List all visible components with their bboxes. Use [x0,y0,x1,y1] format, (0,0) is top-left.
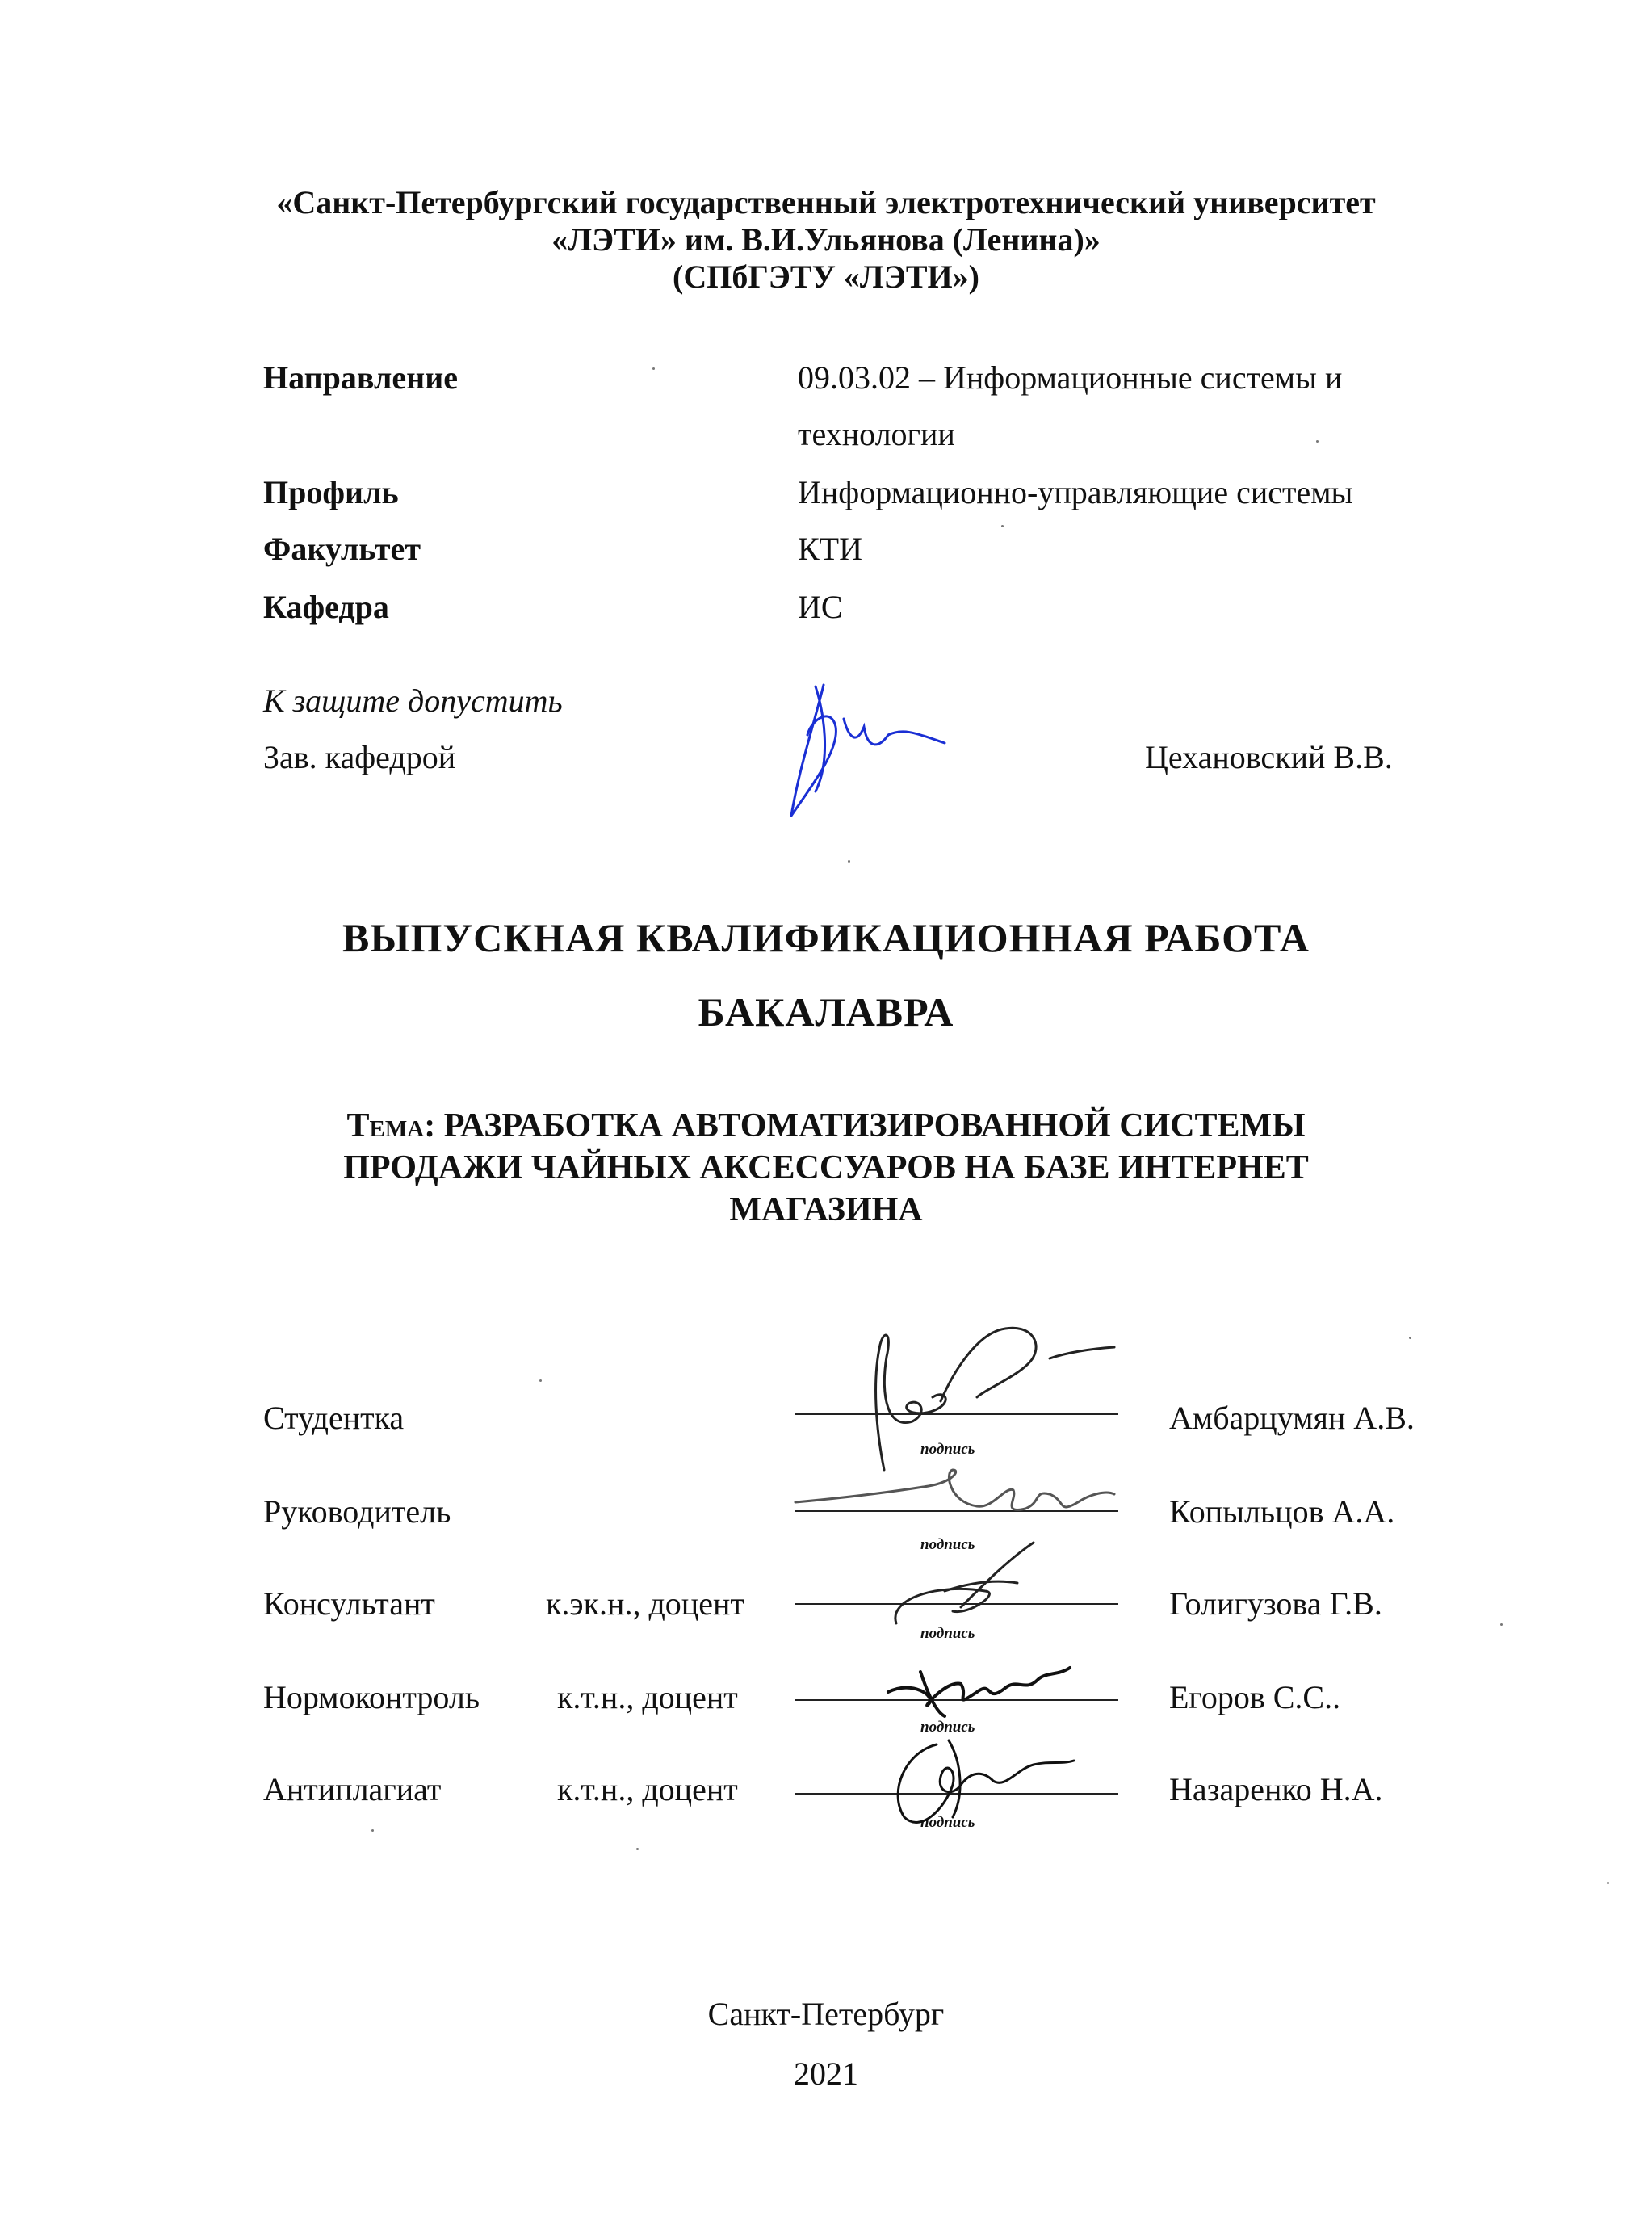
direction-value-1: 09.03.02 – Информационные системы и [798,359,1343,396]
head-signature [767,670,953,832]
work-title-line-2: БАКАЛАВРА [698,989,954,1035]
scan-speck [539,1379,542,1382]
signature-caption: подпись [920,1814,975,1831]
faculty-label: Факультет [263,531,421,567]
signatory-degree: к.т.н., доцент [557,1771,738,1807]
signatory-name: Копыльцов А.А. [1169,1493,1395,1530]
signatory-name: Назаренко Н.А. [1169,1771,1383,1807]
theme-line-2: ПРОДАЖИ ЧАЙНЫХ АКСЕССУАРОВ НА БАЗЕ ИНТЕРНЕТ [343,1149,1309,1186]
approval-role: Зав. кафедрой [263,739,456,775]
signatory-name: Голигузова Г.В. [1169,1585,1382,1622]
antiplagiarism-signature [872,1728,1082,1833]
signatory-degree: к.т.н., доцент [557,1679,738,1715]
faculty-value: КТИ [798,531,862,567]
department-label: Кафедра [263,589,389,625]
theme-line-1 [0,1106,1652,1145]
consultant-signature [872,1535,1082,1640]
scan-speck [1409,1337,1411,1339]
footer-city: Санкт-Петербург [707,1996,945,2032]
scan-speck [636,1848,639,1850]
theme-prefix: Тема: [346,1107,436,1144]
scan-speck [1001,525,1004,527]
scan-speck [1500,1623,1503,1626]
signatory-name: Амбарцумян А.В. [1169,1400,1415,1436]
signatory-role: Консультант [263,1585,435,1622]
scan-speck [371,1829,374,1832]
approval-name: Цехановский В.В. [1145,739,1393,775]
supervisor-signature [791,1454,1130,1543]
approval-heading: К защите допустить [263,682,563,719]
scan-speck [848,860,850,863]
university-line-3: (СПбГЭТУ «ЛЭТИ») [673,258,979,295]
profile-label: Профиль [263,474,399,510]
profile-value: Информационно-управляющие системы [798,474,1353,510]
scan-speck [1607,1882,1609,1884]
direction-value-2: технологии [798,416,955,452]
signatory-role: Нормоконтроль [263,1679,480,1715]
university-line-2: «ЛЭТИ» им. В.И.Ульянова (Ленина)» [551,221,1101,258]
department-value: ИС [798,589,843,625]
theme-line-3: МАГАЗИНА [729,1191,923,1228]
normcontrol-signature [872,1648,1082,1728]
signatory-degree: к.эк.н., доцент [546,1585,744,1622]
signature-caption: подпись [920,1625,975,1642]
direction-label: Направление [263,359,458,396]
university-line-1: «Санкт-Петербургский государственный электротехнический университет [276,184,1376,220]
footer-year: 2021 [794,2055,858,2092]
work-title-line-1: ВЫПУСКНАЯ КВАЛИФИКАЦИОННАЯ РАБОТА [342,915,1310,960]
signature-caption: подпись [920,1719,975,1736]
signatory-role: Антиплагиат [263,1771,442,1807]
signatory-role: Студентка [263,1400,405,1436]
signature-caption: подпись [920,1536,975,1553]
scan-speck [1316,440,1319,443]
theme-text-1: РАЗРАБОТКА АВТОМАТИЗИРОВАННОЙ СИСТЕМЫ [443,1107,1306,1144]
signature-caption: подпись [920,1441,975,1458]
scan-speck [652,367,655,370]
signatory-role: Руководитель [263,1493,451,1530]
signatory-name: Егоров С.С.. [1169,1679,1341,1715]
